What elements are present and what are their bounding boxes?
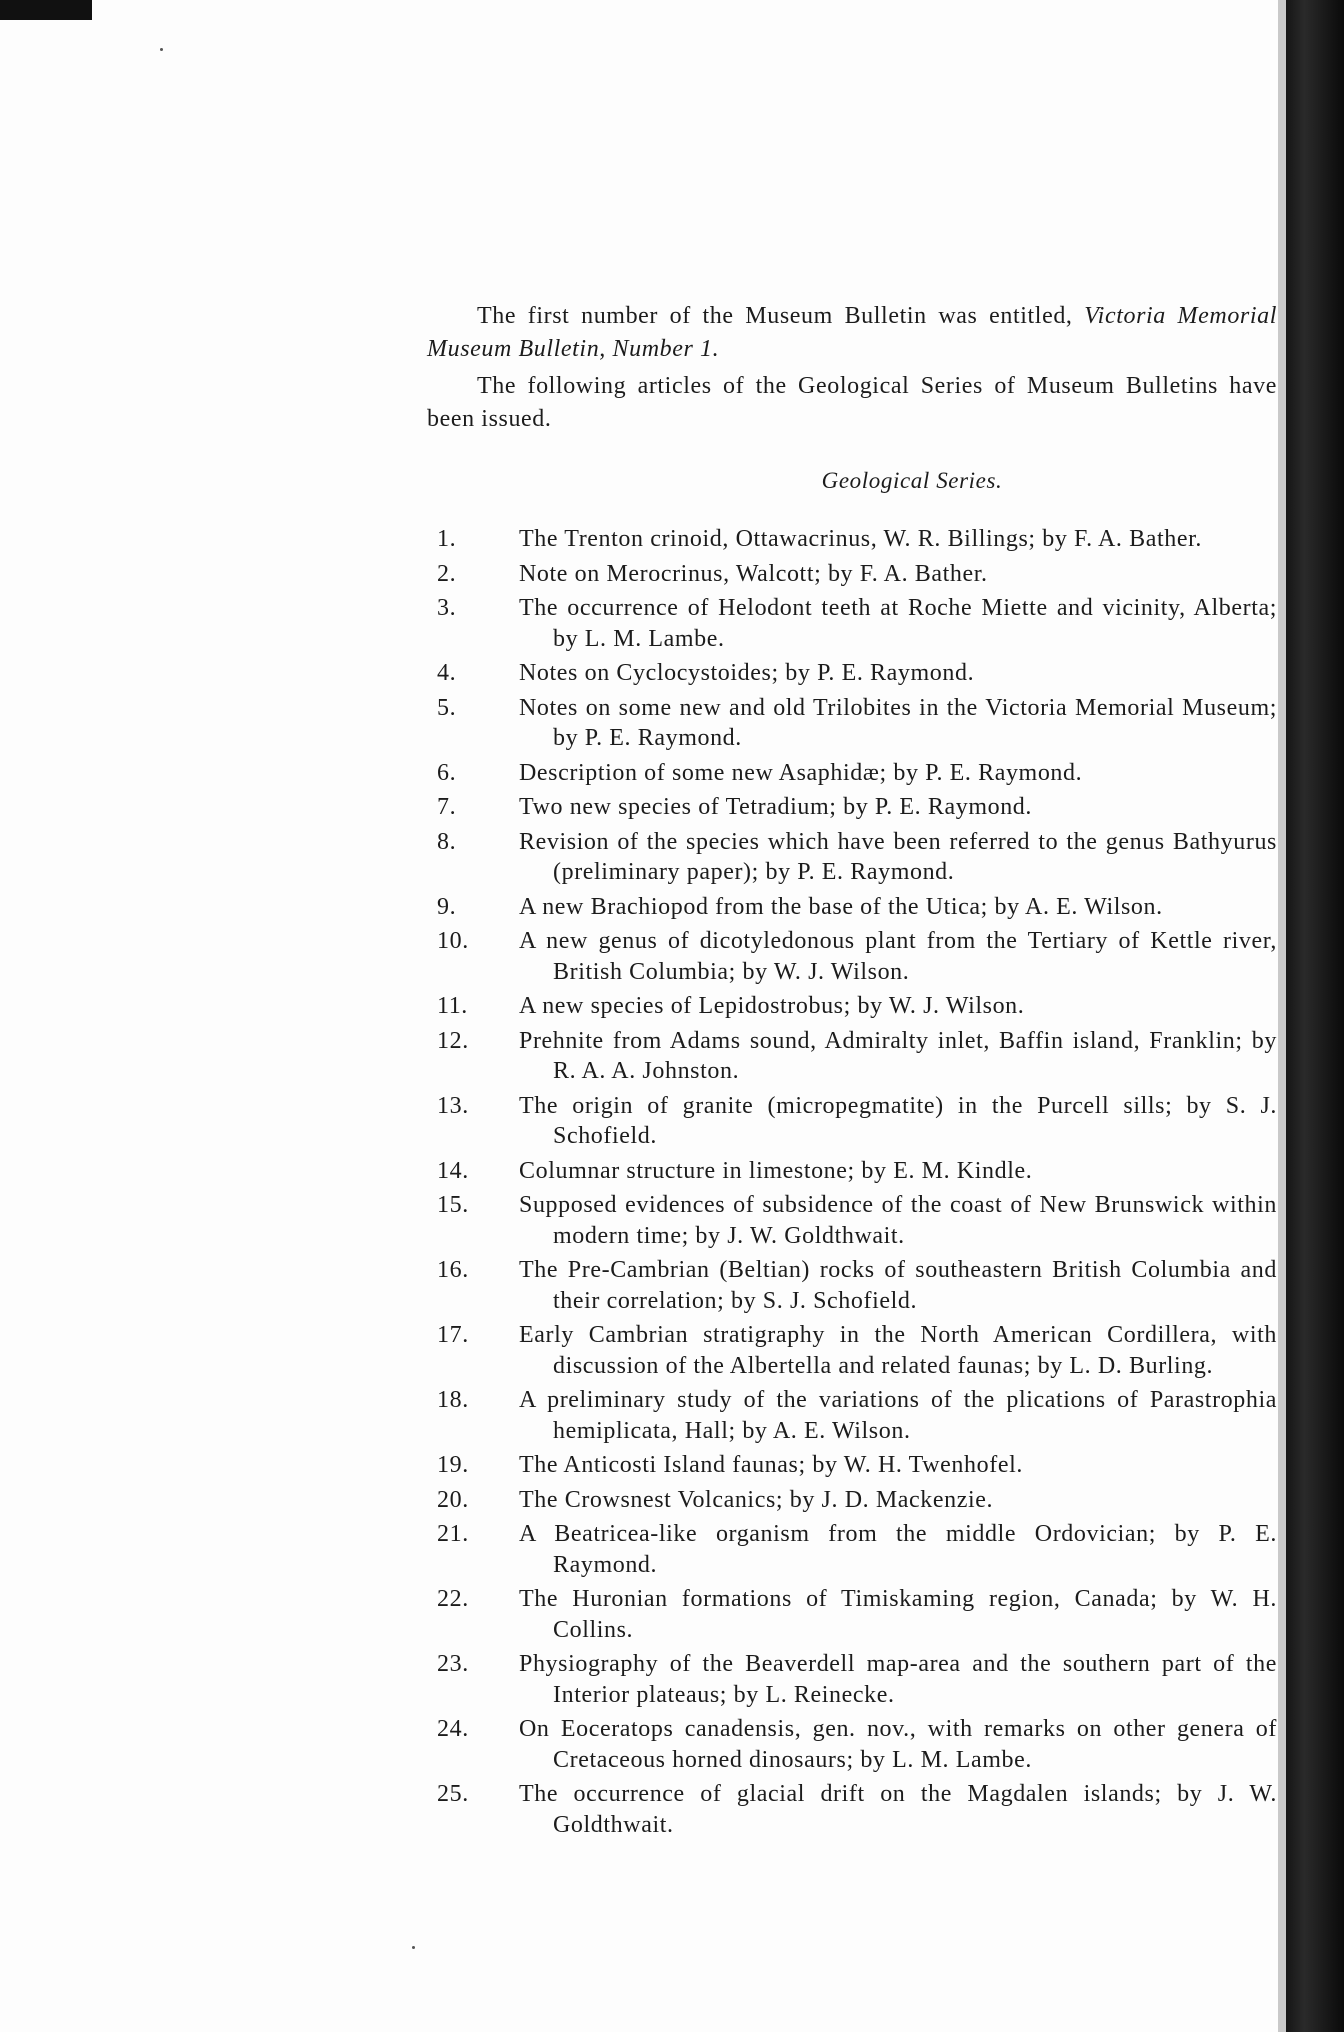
article-number: 8. [437,828,457,855]
article-item [427,926,1277,987]
article-text: A new Brachiopod from the base of the Utica; by A. E. Wilson. [519,893,1163,920]
article-text: A preliminary study of the variations of the plications of Parastrophia hemiplicata, Hall; by A. E. Wilson. [519,1387,1277,1444]
article-item [427,1649,1277,1710]
article-number: 18. [437,1387,469,1413]
article-item [427,991,1277,1022]
article-number: 11. [437,993,468,1019]
scan-speck [412,1946,415,1949]
article-text: The occurrence of glacial drift on the Magdalen islands; by J. W. Goldthwait. [519,1781,1277,1838]
article-number: 22. [437,1586,469,1612]
bulletin-title: Victoria Memorial Museum Bulletin, Number 1. [427,303,1277,362]
article-item [427,1190,1277,1251]
article-list [427,524,1277,1840]
article-text: The Pre-Cambrian (Beltian) rocks of southeastern British Columbia and their correlation; by S. J. Schofield. [519,1257,1277,1314]
article-item [427,1714,1277,1775]
article-number: 2. [437,560,457,587]
article-text: Two new species of Tetradium; by P. E. Raymond. [519,794,1032,820]
article-text: A new genus of dicotyledonous plant from the Tertiary of Kettle river, British Columbia; by W. J. Wilson. [519,928,1277,985]
article-text: Supposed evidences of subsidence of the coast of New Brunswick within modern time; by J. W. Goldthwait. [519,1192,1277,1249]
article-text: Notes on Cyclocystoides; by P. E. Raymond. [519,660,975,686]
article-number: 25. [437,1781,469,1807]
article-number: 7. [437,794,457,820]
article-text: The Anticosti Island faunas; by W. H. Twenhofel. [519,1452,1023,1478]
article-number: 4. [437,660,457,686]
article-number: 5. [437,694,457,721]
article-number: 21. [437,1521,469,1547]
article-number: 20. [437,1486,469,1513]
intro [427,300,1277,436]
article-number: 24. [437,1716,469,1742]
article-item [427,758,1277,789]
intro-paragraph-1-text: The first number of the Museum Bulletin was entitled, [477,303,1085,329]
article-text: Description of some new Asaphidæ; by P. E. Raymond. [519,759,1083,786]
scan-speck [160,48,163,51]
series-title: Geological Series. [821,468,1003,493]
article-item [427,693,1277,754]
article-text: The Huronian formations of Timiskaming region, Canada; by W. H. Collins. [519,1586,1277,1643]
intro-paragraph-2: The following articles of the Geological Series of Museum Bulletins have been issued. [427,373,1277,432]
article-item [427,1026,1277,1087]
article-text: Note on Merocrinus, Walcott; by F. A. Bather. [519,560,988,587]
article-number: 17. [437,1322,469,1348]
article-item [427,593,1277,654]
article-number: 19. [437,1452,469,1478]
book-edge [1278,0,1344,2032]
article-number: 23. [437,1651,469,1677]
article-item [427,1779,1277,1840]
article-number: 3. [437,595,457,621]
article-item [427,1519,1277,1580]
article-item [427,892,1277,923]
article-item [427,658,1277,689]
article-number: 13. [437,1092,469,1119]
article-item [427,524,1277,555]
article-text: A Beatricea-like organism from the middle Ordovician; by P. E. Raymond. [519,1521,1277,1578]
article-number: 6. [437,759,457,786]
scan-corner-mark [0,0,92,20]
article-text: Early Cambrian stratigraphy in the North American Cordillera, with discussion of the Albertella and related faunas; by L. D. Burling. [519,1322,1277,1379]
article-text: The Trenton crinoid, Ottawacrinus, W. R. Billings; by F. A. Bather. [519,526,1202,552]
article-item [427,559,1277,590]
article-text: The occurrence of Helodont teeth at Roche Miette and vicinity, Alberta; by L. M. Lambe. [519,595,1277,652]
article-number: 14. [437,1157,469,1184]
book-edge-highlight [1278,0,1286,2032]
article-text: A new species of Lepidostrobus; by W. J. Wilson. [519,993,1025,1019]
article-number: 12. [437,1027,469,1054]
article-item [427,1584,1277,1645]
intro-paragraph-1 [427,300,1277,366]
article-text: Notes on some new and old Trilobites in the Victoria Memorial Museum; by P. E. Raymond. [519,694,1277,751]
article-item [427,792,1277,823]
article-item [427,1385,1277,1446]
article-text: Revision of the species which have been referred to the genus Bathyurus (preliminary paper); by P. E. Raymond. [519,828,1277,885]
article-item [427,827,1277,888]
article-item [427,1485,1277,1516]
article-text: Prehnite from Adams sound, Admiralty inlet, Baffin island, Franklin; by R. A. A. Johnston. [519,1027,1277,1084]
article-number: 15. [437,1192,469,1218]
article-number: 1. [437,526,457,552]
page-content [427,300,1277,1844]
article-text: On Eoceratops canadensis, gen. nov., with remarks on other genera of Cretaceous horned dinosaurs; by L. M. Lambe. [519,1716,1277,1773]
article-text: The origin of granite (micropegmatite) in the Purcell sills; by S. J. Schofield. [519,1092,1277,1149]
article-item [427,1450,1277,1481]
article-text: The Crowsnest Volcanics; by J. D. Mackenzie. [519,1486,994,1513]
article-item [427,1255,1277,1316]
article-number: 10. [437,928,469,954]
article-item [427,1320,1277,1381]
article-item [427,1156,1277,1187]
article-text: Columnar structure in limestone; by E. M. Kindle. [519,1157,1033,1184]
article-item [427,1091,1277,1152]
article-number: 9. [437,893,457,920]
article-number: 16. [437,1257,469,1283]
article-text: Physiography of the Beaverdell map-area and the southern part of the Interior plateaus; by L. Reinecke. [519,1651,1277,1708]
